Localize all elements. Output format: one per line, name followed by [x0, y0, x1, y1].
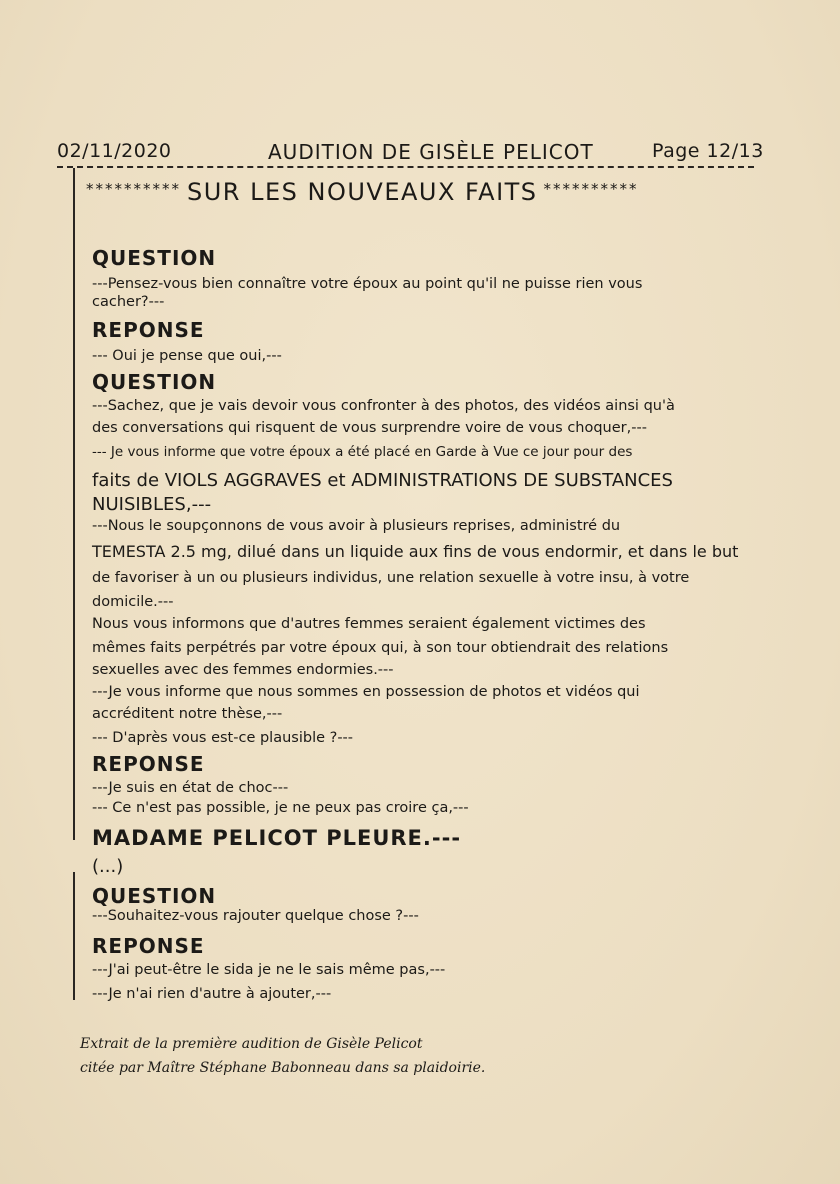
text-line: ---Je suis en état de choc---	[92, 780, 289, 796]
header-date: 02/11/2020	[57, 140, 172, 162]
text-line: ---J'ai peut-être le sida je ne le sais même pas,---	[92, 962, 446, 978]
question-label: QUESTION	[92, 246, 217, 270]
text-line: ---Nous le soupçonnons de vous avoir à plusieurs reprises, administré du	[92, 518, 621, 534]
text-line: mêmes faits perpétrés par votre époux qui, à son tour obtiendrait des relations	[92, 640, 669, 656]
text-line: ---Pensez-vous bien connaître votre époux au point qu'il ne puisse rien vous	[92, 276, 643, 292]
ellipsis: (...)	[92, 856, 124, 877]
answer-label: REPONSE	[92, 934, 205, 958]
text-line: des conversations qui risquent de vous surprendre voire de vous choquer,---	[92, 420, 647, 436]
text-line: sexuelles avec des femmes endormies.---	[92, 662, 394, 678]
text-line: TEMESTA 2.5 mg, dilué dans un liquide aux fins de vous endormir, et dans le but	[92, 542, 739, 561]
question-label: QUESTION	[92, 370, 217, 394]
crying-note: MADAME PELICOT PLEURE.---	[92, 826, 462, 850]
text-line: ---Je n'ai rien d'autre à ajouter,---	[92, 986, 332, 1002]
text-line: accréditent notre thèse,---	[92, 706, 283, 722]
text-line: --- Oui je pense que oui,---	[92, 348, 282, 364]
question-label: QUESTION	[92, 884, 217, 908]
header-dashed-rule	[57, 166, 754, 168]
caption-line: Extrait de la première audition de Gisèle Pelicot	[80, 1036, 423, 1052]
section-heading	[86, 178, 766, 206]
caption-line: citée par Maître Stéphane Babonneau dans sa plaidoirie.	[80, 1060, 486, 1076]
margin-bar-closing	[73, 872, 75, 1000]
text-line: ---Sachez, que je vais devoir vous confronter à des photos, des vidéos ainsi qu'à	[92, 398, 675, 414]
stars-left: **********	[86, 180, 181, 198]
text-line: NUISIBLES,---	[92, 494, 212, 515]
answer-label: REPONSE	[92, 318, 205, 342]
text-line: domicile.---	[92, 594, 174, 610]
stars-right: **********	[543, 180, 639, 198]
text-line: --- D'après vous est-ce plausible ?---	[92, 730, 354, 746]
text-line: --- Ce n'est pas possible, je ne peux pas croire ça,---	[92, 800, 469, 816]
text-line: ---Souhaitez-vous rajouter quelque chose ?---	[92, 908, 419, 924]
section-title: SUR LES NOUVEAUX FAITS	[187, 178, 538, 206]
text-line: cacher?---	[92, 294, 165, 310]
text-line: de favoriser à un ou plusieurs individus, une relation sexuelle à votre insu, à votre	[92, 570, 690, 586]
margin-bar-main	[73, 168, 75, 840]
header-title: AUDITION DE GISÈLE PELICOT	[268, 140, 594, 164]
text-line: --- Je vous informe que votre époux a été placé en Garde à Vue ce jour pour des	[92, 444, 633, 460]
answer-label: REPONSE	[92, 752, 205, 776]
text-line: faits de VIOLS AGGRAVES et ADMINISTRATIONS DE SUBSTANCES	[92, 470, 673, 491]
header-page-number: Page 12/13	[652, 140, 764, 162]
text-line: ---Je vous informe que nous sommes en possession de photos et vidéos qui	[92, 684, 640, 700]
text-line: Nous vous informons que d'autres femmes seraient également victimes des	[92, 616, 646, 632]
